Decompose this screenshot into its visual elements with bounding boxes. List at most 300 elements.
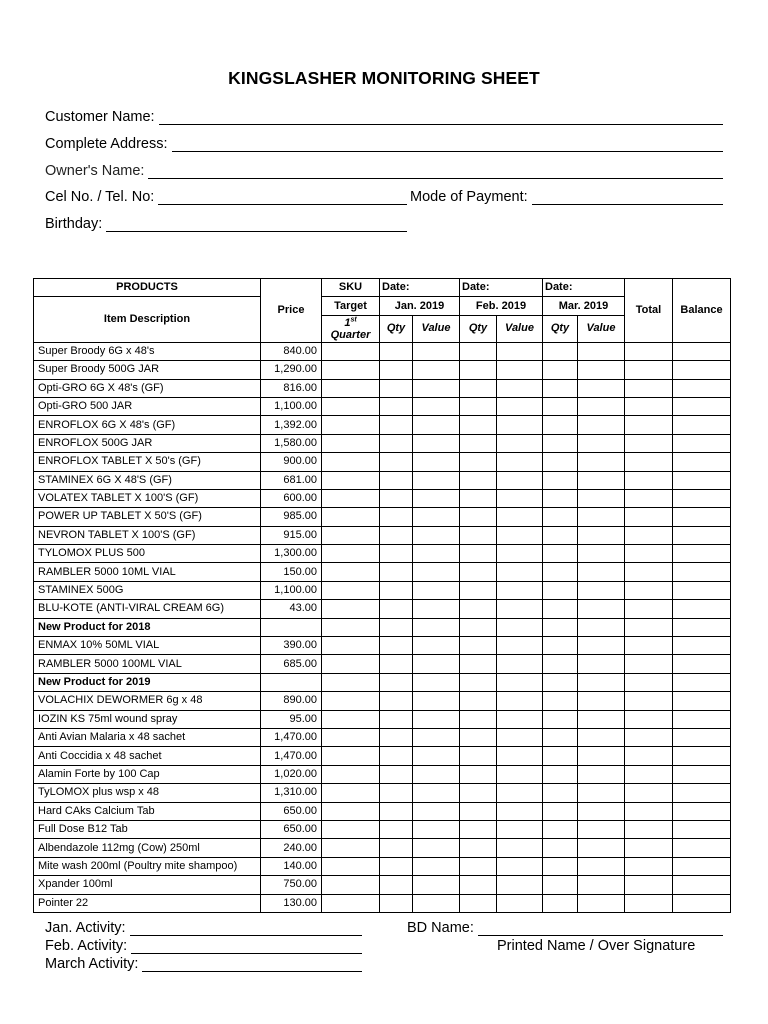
item-description-cell: ENROFLOX 6G X 48's (GF) — [34, 416, 261, 434]
mar-qty-cell[interactable] — [543, 839, 578, 857]
feb-value-cell[interactable] — [497, 526, 543, 544]
complete-address-field[interactable] — [172, 137, 723, 152]
balance-cell[interactable] — [673, 747, 731, 765]
mar-value-cell[interactable] — [578, 618, 625, 636]
mar-qty-cell[interactable] — [543, 471, 578, 489]
mode-of-payment-field[interactable] — [532, 190, 723, 205]
feb-value-cell[interactable] — [497, 379, 543, 397]
item-description-cell: ENMAX 10% 50ML VIAL — [34, 637, 261, 655]
jan-value-cell[interactable] — [413, 747, 460, 765]
feb-qty-cell[interactable] — [460, 545, 497, 563]
jan-value-cell[interactable] — [413, 839, 460, 857]
mar-value-cell[interactable] — [578, 784, 625, 802]
jan-value-cell[interactable] — [413, 710, 460, 728]
jan-qty-cell[interactable] — [380, 747, 413, 765]
feb-qty-cell[interactable] — [460, 765, 497, 783]
feb-activity-row — [45, 938, 362, 954]
mar-qty-cell[interactable] — [543, 894, 578, 912]
jan-activity-row — [45, 920, 362, 936]
feb-qty-cell[interactable] — [460, 526, 497, 544]
jan-value-cell[interactable] — [413, 784, 460, 802]
total-cell[interactable] — [625, 655, 673, 673]
total-cell[interactable] — [625, 673, 673, 691]
feb-value-cell[interactable] — [497, 342, 543, 360]
feb-value-cell[interactable] — [497, 434, 543, 452]
mar-value-cell[interactable] — [578, 471, 625, 489]
feb-qty-cell[interactable] — [460, 728, 497, 746]
mar-value-cell[interactable] — [578, 342, 625, 360]
mar-qty-cell[interactable] — [543, 876, 578, 894]
jan-value-cell[interactable] — [413, 416, 460, 434]
total-cell[interactable] — [625, 894, 673, 912]
feb-qty-cell[interactable] — [460, 618, 497, 636]
jan-value-cell[interactable] — [413, 728, 460, 746]
jan-qty-cell[interactable] — [380, 710, 413, 728]
total-cell[interactable] — [625, 765, 673, 783]
balance-cell[interactable] — [673, 379, 731, 397]
mar-qty-cell[interactable] — [543, 747, 578, 765]
item-description-cell: RAMBLER 5000 10ML VIAL — [34, 563, 261, 581]
mar-value-cell[interactable] — [578, 416, 625, 434]
sku-target-cell[interactable] — [322, 581, 380, 599]
mar-value-cell[interactable] — [578, 526, 625, 544]
jan-qty-cell[interactable] — [380, 508, 413, 526]
total-cell[interactable] — [625, 802, 673, 820]
balance-cell[interactable] — [673, 453, 731, 471]
feb-qty-cell[interactable] — [460, 563, 497, 581]
sku-target-cell[interactable] — [322, 784, 380, 802]
sku-target-cell[interactable] — [322, 820, 380, 838]
feb-value-cell[interactable] — [497, 876, 543, 894]
sku-target-cell[interactable] — [322, 526, 380, 544]
sku-target-cell[interactable] — [322, 361, 380, 379]
feb-value-cell[interactable] — [497, 618, 543, 636]
jan-qty-cell[interactable] — [380, 784, 413, 802]
mar-qty-cell[interactable] — [543, 765, 578, 783]
owners-name-field[interactable] — [148, 164, 723, 179]
feb-value-cell[interactable] — [497, 508, 543, 526]
price-cell: 600.00 — [261, 489, 322, 507]
total-cell[interactable] — [625, 361, 673, 379]
balance-cell[interactable] — [673, 545, 731, 563]
feb-value-cell[interactable] — [497, 692, 543, 710]
sku-target-cell[interactable] — [322, 692, 380, 710]
jan-value-cell[interactable] — [413, 489, 460, 507]
total-cell[interactable] — [625, 600, 673, 618]
sku-target-cell[interactable] — [322, 747, 380, 765]
jan-value-cell[interactable] — [413, 581, 460, 599]
jan-qty-cell[interactable] — [380, 857, 413, 875]
total-cell[interactable] — [625, 839, 673, 857]
feb-qty-cell[interactable] — [460, 673, 497, 691]
feb-value-cell[interactable] — [497, 894, 543, 912]
total-cell[interactable] — [625, 857, 673, 875]
mar-qty-cell[interactable] — [543, 397, 578, 415]
jan-value-cell[interactable] — [413, 857, 460, 875]
jan-qty-cell[interactable] — [380, 581, 413, 599]
sku-target-cell[interactable] — [322, 637, 380, 655]
mar-value-cell[interactable] — [578, 802, 625, 820]
price-cell — [261, 673, 322, 691]
table-row — [34, 342, 731, 360]
balance-cell[interactable] — [673, 765, 731, 783]
sku-target-cell[interactable] — [322, 397, 380, 415]
sku-target-cell[interactable] — [322, 673, 380, 691]
mar-qty-cell[interactable] — [543, 508, 578, 526]
feb-qty-cell[interactable] — [460, 416, 497, 434]
mar-qty-cell[interactable] — [543, 416, 578, 434]
mar-value-cell[interactable] — [578, 379, 625, 397]
mar-qty-cell[interactable] — [543, 820, 578, 838]
mar-value-cell[interactable] — [578, 820, 625, 838]
jan-value-cell[interactable] — [413, 545, 460, 563]
feb-qty-cell[interactable] — [460, 802, 497, 820]
total-cell[interactable] — [625, 784, 673, 802]
feb-qty-cell[interactable] — [460, 894, 497, 912]
mar-qty-cell[interactable] — [543, 784, 578, 802]
total-cell[interactable] — [625, 710, 673, 728]
jan-value-cell[interactable] — [413, 618, 460, 636]
sku-target-cell[interactable] — [322, 710, 380, 728]
jan-qty-cell[interactable] — [380, 563, 413, 581]
jan-value-cell[interactable] — [413, 692, 460, 710]
jan-qty-cell[interactable] — [380, 545, 413, 563]
feb-value-cell[interactable] — [497, 563, 543, 581]
feb-qty-cell[interactable] — [460, 820, 497, 838]
total-cell[interactable] — [625, 563, 673, 581]
feb-qty-cell[interactable] — [460, 600, 497, 618]
jan-qty-cell[interactable] — [380, 379, 413, 397]
jan-value-cell[interactable] — [413, 765, 460, 783]
mar-value-cell[interactable] — [578, 692, 625, 710]
sku-target-cell[interactable] — [322, 434, 380, 452]
total-cell[interactable] — [625, 747, 673, 765]
balance-cell[interactable] — [673, 673, 731, 691]
sku-target-cell[interactable] — [322, 600, 380, 618]
feb-qty-cell[interactable] — [460, 655, 497, 673]
balance-cell[interactable] — [673, 600, 731, 618]
mar-value-cell[interactable] — [578, 397, 625, 415]
feb-qty-cell[interactable] — [460, 784, 497, 802]
jan-qty-cell[interactable] — [380, 434, 413, 452]
total-cell[interactable] — [625, 581, 673, 599]
feb-value-cell[interactable] — [497, 637, 543, 655]
sku-target-cell[interactable] — [322, 802, 380, 820]
mar-value-cell[interactable] — [578, 434, 625, 452]
sku-target-cell[interactable] — [322, 839, 380, 857]
mar-value-cell[interactable] — [578, 508, 625, 526]
jan-qty-cell[interactable] — [380, 673, 413, 691]
jan-qty-cell[interactable] — [380, 361, 413, 379]
balance-cell[interactable] — [673, 692, 731, 710]
balance-cell[interactable] — [673, 526, 731, 544]
balance-cell[interactable] — [673, 508, 731, 526]
feb-qty-cell[interactable] — [460, 361, 497, 379]
qty-header-mar: Qty — [543, 315, 578, 342]
feb-qty-cell[interactable] — [460, 471, 497, 489]
mar-value-cell[interactable] — [578, 728, 625, 746]
balance-cell[interactable] — [673, 434, 731, 452]
mar-value-cell[interactable] — [578, 673, 625, 691]
mar-value-cell[interactable] — [578, 747, 625, 765]
jan-value-cell[interactable] — [413, 397, 460, 415]
feb-value-cell[interactable] — [497, 453, 543, 471]
feb-value-cell[interactable] — [497, 820, 543, 838]
jan-value-cell[interactable] — [413, 471, 460, 489]
feb-value-cell[interactable] — [497, 784, 543, 802]
mar-qty-cell[interactable] — [543, 342, 578, 360]
feb-qty-cell[interactable] — [460, 710, 497, 728]
feb-qty-cell[interactable] — [460, 379, 497, 397]
feb-qty-cell[interactable] — [460, 581, 497, 599]
balance-cell[interactable] — [673, 397, 731, 415]
feb-qty-cell[interactable] — [460, 637, 497, 655]
jan-value-cell[interactable] — [413, 876, 460, 894]
mar-qty-cell[interactable] — [543, 434, 578, 452]
sku-target-cell[interactable] — [322, 545, 380, 563]
jan-value-cell[interactable] — [413, 655, 460, 673]
balance-cell[interactable] — [673, 637, 731, 655]
march-activity-field[interactable] — [142, 957, 362, 972]
mar-value-cell[interactable] — [578, 453, 625, 471]
customer-name-field[interactable] — [159, 110, 723, 125]
feb-value-cell[interactable] — [497, 710, 543, 728]
balance-cell[interactable] — [673, 820, 731, 838]
mar-qty-cell[interactable] — [543, 618, 578, 636]
balance-cell[interactable] — [673, 802, 731, 820]
mar-qty-cell[interactable] — [543, 489, 578, 507]
feb-value-cell[interactable] — [497, 545, 543, 563]
feb-qty-cell[interactable] — [460, 747, 497, 765]
total-cell[interactable] — [625, 637, 673, 655]
sku-target-cell[interactable] — [322, 508, 380, 526]
jan-qty-cell[interactable] — [380, 728, 413, 746]
balance-cell[interactable] — [673, 857, 731, 875]
balance-cell[interactable] — [673, 894, 731, 912]
total-cell[interactable] — [625, 471, 673, 489]
feb-value-cell[interactable] — [497, 728, 543, 746]
total-cell[interactable] — [625, 416, 673, 434]
mar-qty-cell[interactable] — [543, 692, 578, 710]
balance-cell[interactable] — [673, 618, 731, 636]
mar-value-cell[interactable] — [578, 857, 625, 875]
jan-qty-cell[interactable] — [380, 894, 413, 912]
balance-cell[interactable] — [673, 342, 731, 360]
balance-cell[interactable] — [673, 710, 731, 728]
jan-value-cell[interactable] — [413, 361, 460, 379]
jan-value-cell[interactable] — [413, 508, 460, 526]
feb-value-cell[interactable] — [497, 471, 543, 489]
feb-value-cell[interactable] — [497, 673, 543, 691]
feb-qty-cell[interactable] — [460, 692, 497, 710]
jan-qty-cell[interactable] — [380, 453, 413, 471]
balance-cell[interactable] — [673, 489, 731, 507]
total-cell[interactable] — [625, 618, 673, 636]
jan-qty-cell[interactable] — [380, 600, 413, 618]
balance-cell[interactable] — [673, 839, 731, 857]
mar-value-cell[interactable] — [578, 839, 625, 857]
jan-activity-field[interactable] — [130, 921, 362, 936]
sku-target-cell[interactable] — [322, 765, 380, 783]
feb-qty-cell[interactable] — [460, 397, 497, 415]
feb-value-cell[interactable] — [497, 765, 543, 783]
feb-qty-cell[interactable] — [460, 857, 497, 875]
total-cell[interactable] — [625, 876, 673, 894]
feb-value-cell[interactable] — [497, 416, 543, 434]
mar-value-cell[interactable] — [578, 637, 625, 655]
jan-qty-cell[interactable] — [380, 526, 413, 544]
mar-value-cell[interactable] — [578, 563, 625, 581]
sku-target-cell[interactable] — [322, 379, 380, 397]
balance-cell[interactable] — [673, 416, 731, 434]
jan-qty-cell[interactable] — [380, 342, 413, 360]
mar-value-cell[interactable] — [578, 581, 625, 599]
mar-value-cell[interactable] — [578, 765, 625, 783]
feb-qty-cell[interactable] — [460, 876, 497, 894]
sku-target-cell[interactable] — [322, 453, 380, 471]
mar-value-cell[interactable] — [578, 361, 625, 379]
mar-qty-cell[interactable] — [543, 710, 578, 728]
jan-value-cell[interactable] — [413, 894, 460, 912]
jan-qty-cell[interactable] — [380, 397, 413, 415]
sku-target-cell[interactable] — [322, 342, 380, 360]
balance-cell[interactable] — [673, 784, 731, 802]
jan-value-cell[interactable] — [413, 526, 460, 544]
mar-value-cell[interactable] — [578, 545, 625, 563]
sku-target-cell[interactable] — [322, 728, 380, 746]
mar-qty-cell[interactable] — [543, 802, 578, 820]
feb-value-cell[interactable] — [497, 397, 543, 415]
jan-value-cell[interactable] — [413, 563, 460, 581]
mar-qty-cell[interactable] — [543, 655, 578, 673]
jan-qty-cell[interactable] — [380, 692, 413, 710]
mar-value-cell[interactable] — [578, 710, 625, 728]
feb-qty-cell[interactable] — [460, 434, 497, 452]
total-cell[interactable] — [625, 397, 673, 415]
mar-qty-cell[interactable] — [543, 728, 578, 746]
jan-value-cell[interactable] — [413, 600, 460, 618]
total-cell[interactable] — [625, 342, 673, 360]
sku-target-cell[interactable] — [322, 618, 380, 636]
total-cell[interactable] — [625, 379, 673, 397]
balance-cell[interactable] — [673, 655, 731, 673]
jan-value-cell[interactable] — [413, 453, 460, 471]
mar-qty-cell[interactable] — [543, 379, 578, 397]
mar-value-cell[interactable] — [578, 489, 625, 507]
feb-value-cell[interactable] — [497, 802, 543, 820]
total-cell[interactable] — [625, 434, 673, 452]
jan-qty-cell[interactable] — [380, 637, 413, 655]
balance-cell[interactable] — [673, 728, 731, 746]
sku-target-cell[interactable] — [322, 876, 380, 894]
mar-qty-cell[interactable] — [543, 563, 578, 581]
jan-qty-cell[interactable] — [380, 618, 413, 636]
jan-qty-cell[interactable] — [380, 802, 413, 820]
mar-value-cell[interactable] — [578, 600, 625, 618]
feb-qty-cell[interactable] — [460, 839, 497, 857]
total-cell[interactable] — [625, 508, 673, 526]
total-header: Total — [625, 279, 673, 343]
jan-qty-cell[interactable] — [380, 839, 413, 857]
balance-cell[interactable] — [673, 581, 731, 599]
sku-target-cell[interactable] — [322, 563, 380, 581]
jan-value-cell[interactable] — [413, 434, 460, 452]
jan-qty-cell[interactable] — [380, 471, 413, 489]
total-cell[interactable] — [625, 545, 673, 563]
total-cell[interactable] — [625, 692, 673, 710]
total-cell[interactable] — [625, 489, 673, 507]
feb-value-cell[interactable] — [497, 839, 543, 857]
jan-qty-cell[interactable] — [380, 416, 413, 434]
jan-value-cell[interactable] — [413, 637, 460, 655]
mar-value-cell[interactable] — [578, 655, 625, 673]
total-cell[interactable] — [625, 453, 673, 471]
mar-qty-cell[interactable] — [543, 526, 578, 544]
mar-qty-cell[interactable] — [543, 857, 578, 875]
sku-target-cell[interactable] — [322, 857, 380, 875]
total-cell[interactable] — [625, 820, 673, 838]
jan-qty-cell[interactable] — [380, 765, 413, 783]
total-cell[interactable] — [625, 526, 673, 544]
feb-qty-cell[interactable] — [460, 508, 497, 526]
balance-cell[interactable] — [673, 876, 731, 894]
sku-target-cell[interactable] — [322, 489, 380, 507]
birthday-field[interactable] — [106, 217, 407, 232]
jan-qty-cell[interactable] — [380, 489, 413, 507]
jan-value-cell[interactable] — [413, 342, 460, 360]
feb-value-cell[interactable] — [497, 857, 543, 875]
mar-qty-cell[interactable] — [543, 600, 578, 618]
balance-cell[interactable] — [673, 471, 731, 489]
total-cell[interactable] — [625, 728, 673, 746]
balance-cell[interactable] — [673, 361, 731, 379]
mar-qty-cell[interactable] — [543, 545, 578, 563]
feb-qty-cell[interactable] — [460, 489, 497, 507]
feb-value-cell[interactable] — [497, 361, 543, 379]
feb-qty-cell[interactable] — [460, 342, 497, 360]
sku-target-cell[interactable] — [322, 655, 380, 673]
jan-qty-cell[interactable] — [380, 655, 413, 673]
feb-value-cell[interactable] — [497, 747, 543, 765]
sku-target-cell[interactable] — [322, 471, 380, 489]
feb-qty-cell[interactable] — [460, 453, 497, 471]
price-cell: 43.00 — [261, 600, 322, 618]
sku-target-cell[interactable] — [322, 894, 380, 912]
feb-value-cell[interactable] — [497, 581, 543, 599]
jan-qty-cell[interactable] — [380, 820, 413, 838]
mar-value-cell[interactable] — [578, 894, 625, 912]
mar-value-cell[interactable] — [578, 876, 625, 894]
mar-qty-cell[interactable] — [543, 581, 578, 599]
bd-name-field[interactable] — [478, 921, 723, 936]
jan-value-cell[interactable] — [413, 802, 460, 820]
sku-target-cell[interactable] — [322, 416, 380, 434]
feb-activity-field[interactable] — [131, 939, 362, 954]
jan-value-cell[interactable] — [413, 379, 460, 397]
mar-qty-cell[interactable] — [543, 453, 578, 471]
cel-no-field[interactable] — [158, 190, 407, 205]
balance-cell[interactable] — [673, 563, 731, 581]
jan-qty-cell[interactable] — [380, 876, 413, 894]
mar-qty-cell[interactable] — [543, 637, 578, 655]
mar-qty-cell[interactable] — [543, 361, 578, 379]
feb-value-cell[interactable] — [497, 655, 543, 673]
feb-value-cell[interactable] — [497, 489, 543, 507]
jan-value-cell[interactable] — [413, 673, 460, 691]
jan-value-cell[interactable] — [413, 820, 460, 838]
mar-qty-cell[interactable] — [543, 673, 578, 691]
feb-value-cell[interactable] — [497, 600, 543, 618]
